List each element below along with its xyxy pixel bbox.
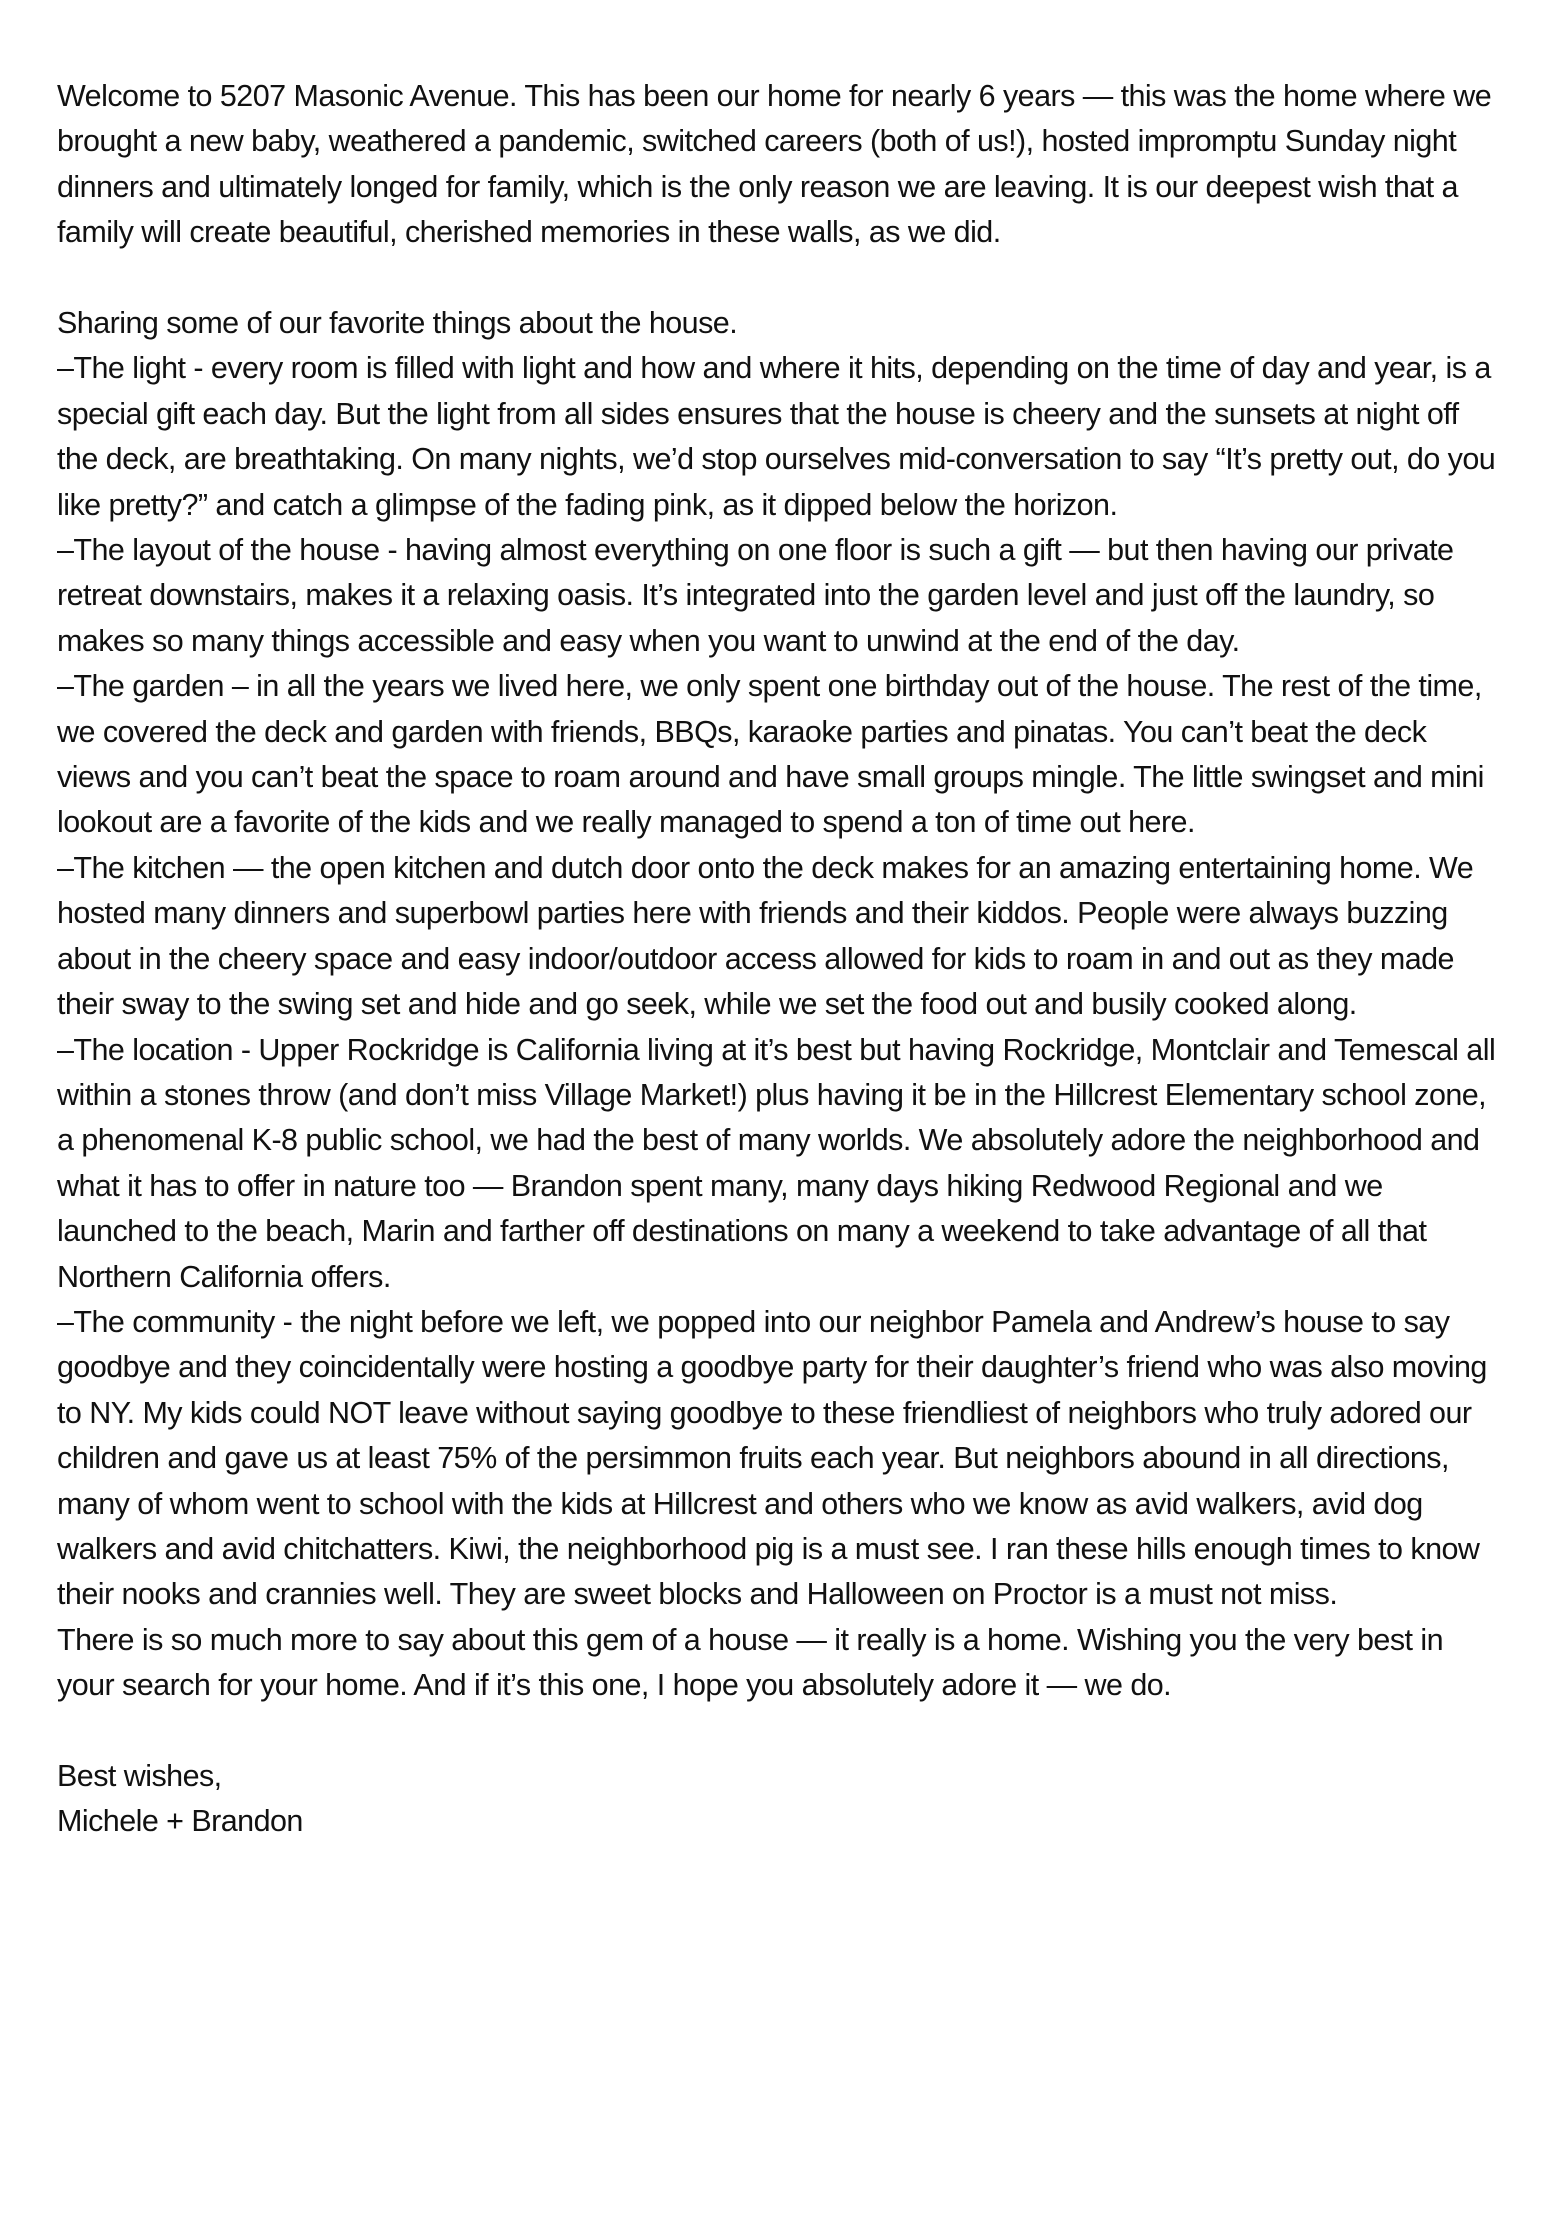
closing-paragraph: There is so much more to say about this gem of a house — it really is a home. Wishing you the very best in your search for your home. And if it’s this one, I hope you absolutely adore it — we do.: [57, 1622, 1444, 1703]
favorite-garden: –The garden – in all the years we lived here, we only spent one birthday out of the house. The rest of the time, we covered the deck and garden with friends, BBQs, karaoke parties and pinatas. You can’t beat the deck views and you can’t beat the space to roam around and have small groups mingle. The little swingset and mini lookout are a favorite of the kids and we really managed to spend a ton of time out here.: [57, 669, 1484, 840]
paragraph-spacer: [57, 1709, 1503, 1754]
letter-body: [57, 74, 1503, 1845]
signoff: Best wishes,: [57, 1759, 222, 1793]
signature: Michele + Brandon: [57, 1804, 303, 1839]
favorite-location: –The location - Upper Rockridge is California living at it’s best but having Rockridge, Montclair and Temescal all within a stones throw (and don’t miss Village Market!) plus having it be in the Hillcrest Elementary school zone, a phenomenal K-8 public school, we had the best of many worlds. We absolutely adore the neighborhood and what it has to offer in nature too — Brandon spent many, many days hiking Redwood Regional and we launched to the beach, Marin and farther off destinations on many a weekend to take advantage of all that Northern California offers.: [57, 1032, 1496, 1294]
paragraph-spacer: [57, 256, 1503, 301]
intro-paragraph: Welcome to 5207 Masonic Avenue. This has been our home for nearly 6 years — this was the home where we brought a new baby, weathered a pandemic, switched careers (both of us!), hosted impromptu Sunday night dinners and ultimately longed for family, which is the only reason we are leaving. It is our deepest wish that a family will create beautiful, cherished memories in these walls, as we did.: [57, 79, 1492, 250]
favorite-community: –The community - the night before we left, we popped into our neighbor Pamela and Andrew’s house to say goodbye and they coincidentally were hosting a goodbye party for their daughter’s friend who was also moving to NY. My kids could NOT leave without saying goodbye to these friendliest of neighbors who truly adored our children and gave us at least 75% of the persimmon fruits each year. But neighbors abound in all directions, many of whom went to school with the kids at Hillcrest and others who we know as avid walkers, avid dog walkers and avid chitchatters. Kiwi, the neighborhood pig is a must see. I ran these hills enough times to know their nooks and crannies well. They are sweet blocks and Halloween on Proctor is a must not miss.: [57, 1304, 1487, 1612]
favorite-kitchen: –The kitchen — the open kitchen and dutch door onto the deck makes for an amazing entertaining home. We hosted many dinners and superbowl parties here with friends and their kiddos. People were always buzzing about in the cheery space and easy indoor/outdoor access allowed for kids to roam in and out as they made their sway to the swing set and hide and go seek, while we set the food out and busily cooked along.: [57, 850, 1474, 1022]
favorite-layout: –The layout of the house - having almost everything on one floor is such a gift — but then having our private retreat downstairs, makes it a relaxing oasis. It’s integrated into the garden level and just off the laundry, so makes so many things accessible and easy when you want to unwind at the end of the day.: [57, 533, 1454, 658]
favorite-light: –The light - every room is filled with light and how and where it hits, depending on the time of day and year, is a special gift each day. But the light from all sides ensures that the house is cheery and the sunsets at night off the deck, are breathtaking. On many nights, we’d stop ourselves mid-conversation to say “It’s pretty out, do you like pretty?” and catch a glimpse of the fading pink, as it dipped below the horizon.: [57, 351, 1496, 522]
favorites-heading: Sharing some of our favorite things about the house.: [57, 306, 738, 341]
